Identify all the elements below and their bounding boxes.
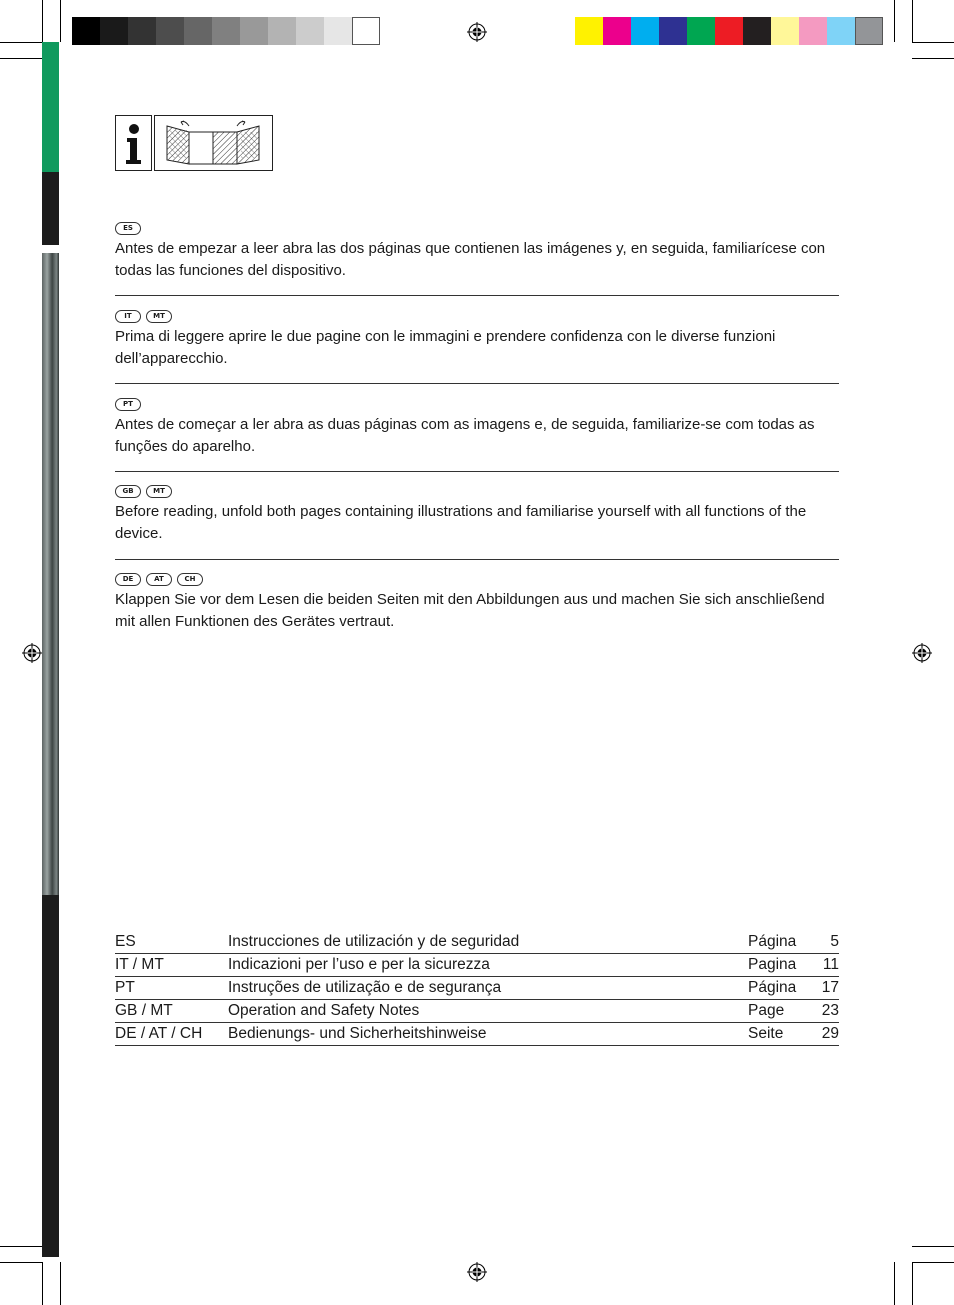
language-badges bbox=[115, 222, 839, 236]
crop-mark bbox=[912, 0, 913, 42]
toc-language-code: GB / MT bbox=[115, 1002, 173, 1019]
side-bar-green bbox=[42, 42, 59, 172]
toc-language-code: ES bbox=[115, 933, 136, 950]
language-badges bbox=[115, 310, 839, 324]
language-badge: GB bbox=[115, 485, 141, 498]
toc-title: Bedienungs- und Sicherheitshinweise bbox=[228, 1025, 487, 1042]
color-swatch bbox=[743, 17, 771, 45]
language-section-pt bbox=[115, 398, 839, 458]
language-badge: MT bbox=[146, 485, 172, 498]
crop-mark bbox=[60, 1262, 61, 1305]
toc-page-label: Page bbox=[748, 1002, 785, 1019]
toc-title: Operation and Safety Notes bbox=[228, 1002, 420, 1019]
crop-mark bbox=[0, 1262, 42, 1263]
crop-mark bbox=[894, 1262, 895, 1305]
section-divider bbox=[115, 383, 839, 384]
color-swatch bbox=[771, 17, 799, 45]
crop-mark bbox=[912, 1262, 913, 1305]
side-bar-metal bbox=[42, 253, 59, 895]
language-badge: PT bbox=[115, 398, 141, 411]
section-divider bbox=[115, 295, 839, 296]
section-text: Antes de empezar a leer abra las dos páginas que contienen las imágenes y, en seguida, familiarícese con todas las funciones del dispositivo. bbox=[115, 240, 826, 279]
crop-mark bbox=[0, 58, 42, 59]
section-text: Antes de começar a ler abra as duas páginas com as imagens e, de seguida, familiarize-se com todas as funções do aparelho. bbox=[115, 416, 815, 455]
crop-mark bbox=[912, 1246, 954, 1247]
gray-swatch bbox=[296, 17, 324, 45]
toc-row[interactable] bbox=[115, 1023, 839, 1046]
registration-mark-icon bbox=[912, 643, 932, 663]
language-section-it-mt bbox=[115, 310, 839, 370]
gray-swatch bbox=[324, 17, 352, 45]
toc-page-number: 11 bbox=[822, 956, 839, 973]
crop-mark bbox=[42, 1262, 43, 1305]
language-section-de-at-ch bbox=[115, 573, 839, 633]
toc-row[interactable] bbox=[115, 954, 839, 977]
gray-swatch bbox=[240, 17, 268, 45]
language-section-gb-mt bbox=[115, 485, 839, 545]
color-swatch bbox=[631, 17, 659, 45]
gray-swatch bbox=[184, 17, 212, 45]
toc-page-number: 17 bbox=[821, 979, 839, 996]
toc-title: Indicazioni per l’uso e per la sicurezza bbox=[228, 956, 490, 973]
color-swatch bbox=[659, 17, 687, 45]
color-swatch bbox=[603, 17, 631, 45]
language-badge: IT bbox=[115, 310, 141, 323]
section-text: Klappen Sie vor dem Lesen die beiden Seiten mit den Abbildungen aus und machen Sie sich anschließend mit allen Funktionen des Gerätes vertraut. bbox=[115, 591, 825, 630]
color-swatch bbox=[575, 17, 603, 45]
color-swatch bbox=[687, 17, 715, 45]
color-swatch bbox=[715, 17, 743, 45]
crop-mark bbox=[0, 42, 42, 43]
color-swatch bbox=[799, 17, 827, 45]
info-icon bbox=[115, 115, 152, 171]
gray-swatch bbox=[72, 17, 100, 45]
language-badge: CH bbox=[177, 573, 203, 586]
registration-mark-icon bbox=[467, 1262, 487, 1282]
toc-language-code: DE / AT / CH bbox=[115, 1025, 203, 1042]
toc-title: Instrucciones de utilización y de seguridad bbox=[228, 933, 520, 950]
section-text: Prima di leggere aprire le due pagine con le immagini e prendere confidenza con le diverse funzioni dell’apparecchio. bbox=[115, 328, 776, 367]
color-swatch bbox=[827, 17, 855, 45]
crop-mark bbox=[0, 1246, 42, 1247]
crop-mark bbox=[912, 58, 954, 59]
language-badge: ES bbox=[115, 222, 141, 235]
toc-row[interactable] bbox=[115, 977, 839, 1000]
crop-mark bbox=[60, 0, 61, 42]
side-bar-dark bbox=[42, 172, 59, 245]
toc-page-label: Página bbox=[748, 979, 797, 996]
table-of-contents bbox=[115, 931, 839, 1046]
fold-out-pages-icon bbox=[154, 115, 273, 171]
gray-swatch bbox=[212, 17, 240, 45]
toc-language-code: PT bbox=[115, 979, 135, 996]
gray-swatch bbox=[268, 17, 296, 45]
gray-swatch bbox=[156, 17, 184, 45]
section-divider bbox=[115, 471, 839, 472]
section-text: Before reading, unfold both pages containing illustrations and familiarise yourself with all functions of the device. bbox=[115, 503, 807, 542]
crop-mark bbox=[42, 0, 43, 42]
color-swatch bbox=[855, 17, 883, 45]
registration-mark-icon bbox=[22, 643, 42, 663]
gray-swatch bbox=[100, 17, 128, 45]
toc-row[interactable] bbox=[115, 1000, 839, 1023]
language-badge: DE bbox=[115, 573, 141, 586]
crop-mark bbox=[912, 1262, 954, 1263]
toc-page-number: 5 bbox=[830, 933, 839, 950]
registration-mark-icon bbox=[467, 22, 487, 42]
toc-page-number: 29 bbox=[821, 1025, 839, 1042]
crop-mark bbox=[912, 42, 954, 43]
gray-swatch bbox=[352, 17, 380, 45]
toc-page-number: 23 bbox=[821, 1002, 839, 1019]
language-badges bbox=[115, 398, 839, 412]
toc-row[interactable] bbox=[115, 931, 839, 954]
language-badge: MT bbox=[146, 310, 172, 323]
toc-title: Instruções de utilização e de segurança bbox=[228, 979, 502, 996]
crop-mark bbox=[894, 0, 895, 42]
side-bar-dark bbox=[42, 895, 59, 1257]
toc-page-label: Seite bbox=[748, 1025, 784, 1042]
toc-language-code: IT / MT bbox=[115, 956, 164, 973]
gray-swatch bbox=[128, 17, 156, 45]
language-badge: AT bbox=[146, 573, 172, 586]
language-section-es bbox=[115, 222, 839, 282]
language-badges bbox=[115, 573, 839, 587]
toc-page-label: Página bbox=[748, 933, 797, 950]
language-badges bbox=[115, 485, 839, 499]
toc-page-label: Pagina bbox=[748, 956, 797, 973]
section-divider bbox=[115, 559, 839, 560]
